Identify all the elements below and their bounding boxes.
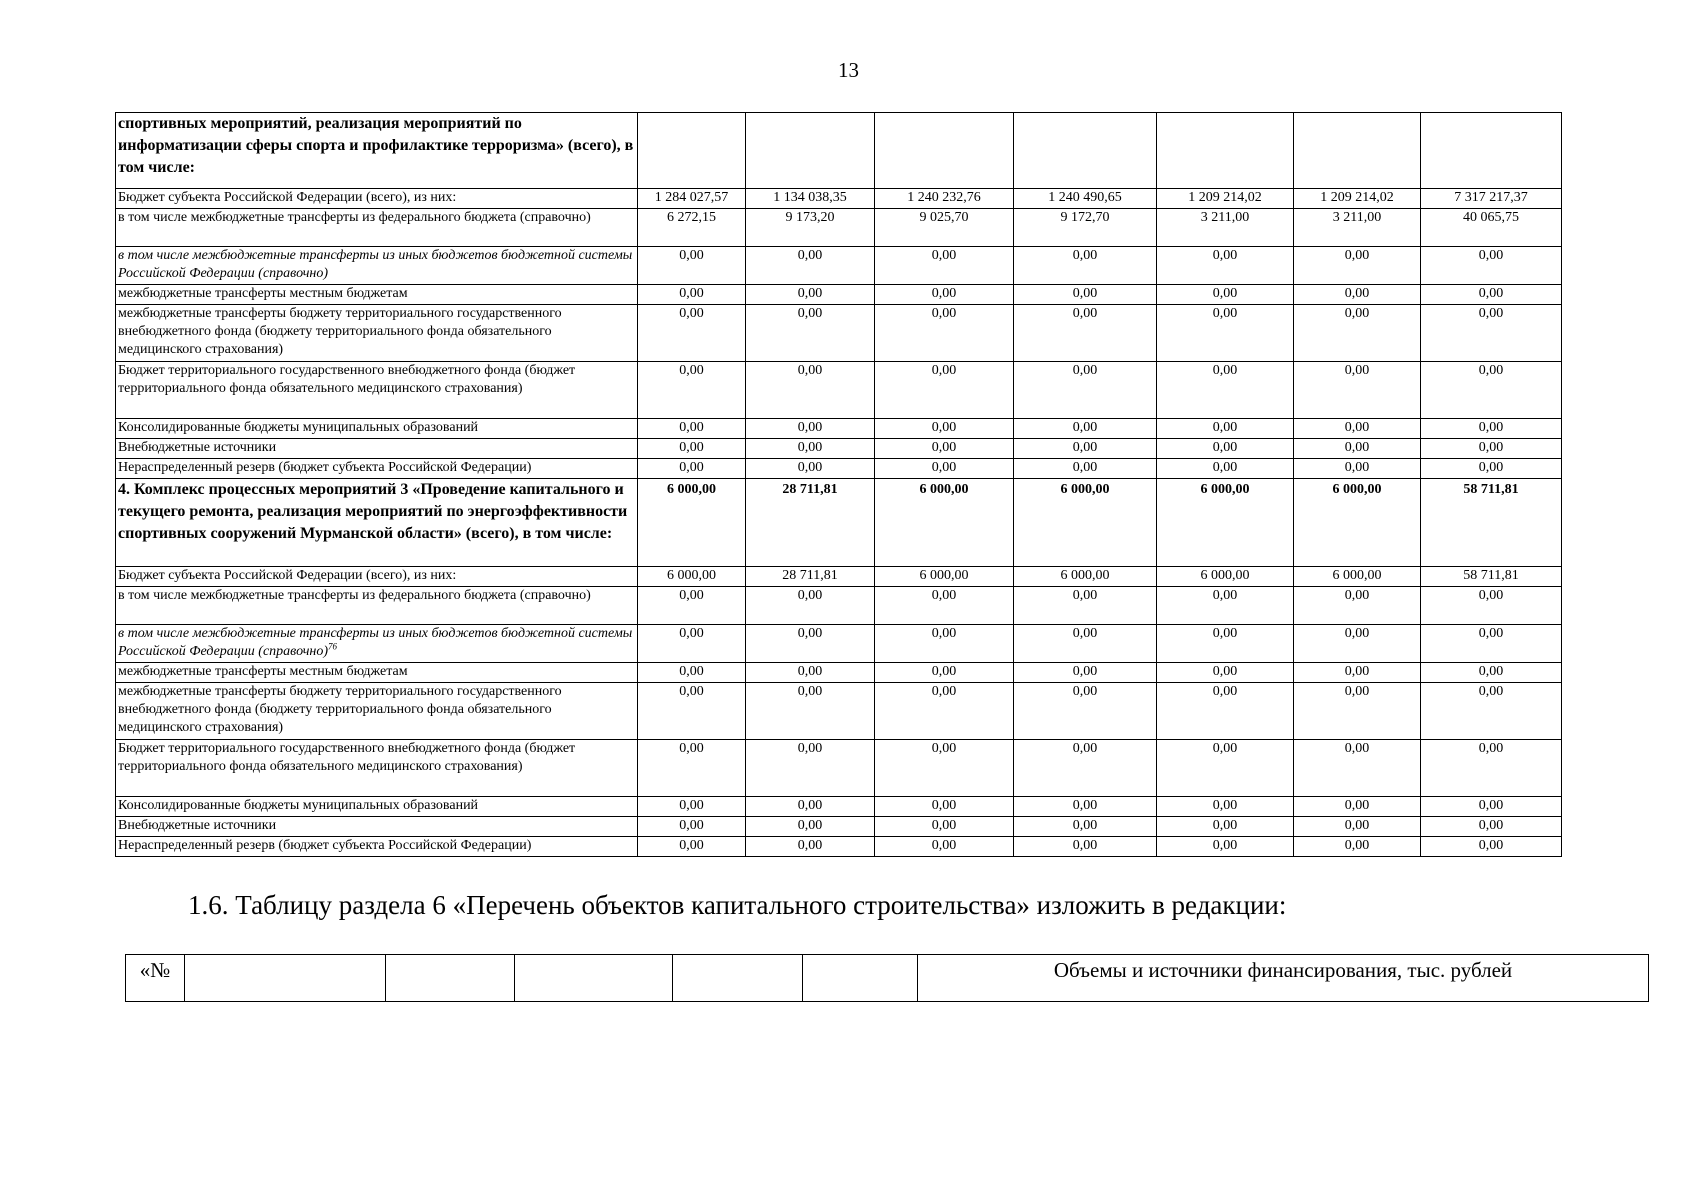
- table-row: [116, 419, 1562, 439]
- table-row: [116, 285, 1562, 305]
- value-cell: 0,00: [1294, 587, 1421, 625]
- value-cell: 0,00: [746, 362, 875, 419]
- table-row: [116, 740, 1562, 797]
- value-cell: 28 711,81: [746, 567, 875, 587]
- value-cell: 0,00: [1294, 797, 1421, 817]
- value-cell: 1 209 214,02: [1157, 189, 1294, 209]
- value-cell: 0,00: [1421, 305, 1562, 362]
- table-row: [116, 247, 1562, 285]
- value-cell: 0,00: [1421, 817, 1562, 837]
- value-cell: 0,00: [1014, 305, 1157, 362]
- value-cell: 0,00: [1014, 362, 1157, 419]
- value-cell: 7 317 217,37: [1421, 189, 1562, 209]
- value-cell: 0,00: [746, 439, 875, 459]
- value-cell: 0,00: [638, 459, 746, 479]
- row-label: Бюджет субъекта Российской Федерации (всего), из них:: [116, 189, 638, 209]
- row-label: Консолидированные бюджеты муниципальных образований: [116, 419, 638, 439]
- value-cell: 40 065,75: [1421, 209, 1562, 247]
- row-label: 4. Комплекс процессных мероприятий 3 «Проведение капитального и текущего ремонта, реализация мероприятий по энергоэффективности спортивных сооружений Мурманской области» (всего), в том числе:: [116, 479, 638, 567]
- row-label: Бюджет территориального государственного внебюджетного фонда (бюджет территориального фонда обязательного медицинского страхования): [116, 362, 638, 419]
- value-cell: 0,00: [1157, 797, 1294, 817]
- value-cell: [875, 113, 1014, 189]
- table-row: [116, 663, 1562, 683]
- value-cell: [1421, 113, 1562, 189]
- value-cell: 1 240 490,65: [1014, 189, 1157, 209]
- value-cell: [746, 113, 875, 189]
- value-cell: 0,00: [1294, 247, 1421, 285]
- value-cell: 0,00: [1157, 587, 1294, 625]
- value-cell: 0,00: [638, 362, 746, 419]
- value-cell: [1014, 113, 1157, 189]
- value-cell: 6 000,00: [875, 567, 1014, 587]
- value-cell: 0,00: [638, 740, 746, 797]
- value-cell: 0,00: [1014, 740, 1157, 797]
- value-cell: 0,00: [1294, 362, 1421, 419]
- value-cell: 0,00: [1014, 837, 1157, 857]
- financing-table: [115, 112, 1562, 857]
- value-cell: 9 172,70: [1014, 209, 1157, 247]
- value-cell: 9 173,20: [746, 209, 875, 247]
- value-cell: [1157, 113, 1294, 189]
- value-cell: 0,00: [1421, 587, 1562, 625]
- value-cell: 6 000,00: [1157, 567, 1294, 587]
- value-cell: 0,00: [1014, 587, 1157, 625]
- value-cell: 0,00: [638, 837, 746, 857]
- table-row: [116, 113, 1562, 189]
- value-cell: 6 000,00: [1157, 479, 1294, 567]
- value-cell: 1 209 214,02: [1294, 189, 1421, 209]
- capital-cell-financing: Объемы и источники финансирования, тыс. рублей: [918, 955, 1649, 1002]
- value-cell: 0,00: [875, 587, 1014, 625]
- row-label: Внебюджетные источники: [116, 817, 638, 837]
- value-cell: 0,00: [1014, 285, 1157, 305]
- value-cell: 0,00: [1421, 439, 1562, 459]
- value-cell: 0,00: [1421, 459, 1562, 479]
- value-cell: 0,00: [1157, 740, 1294, 797]
- value-cell: 0,00: [1157, 459, 1294, 479]
- value-cell: 0,00: [1014, 247, 1157, 285]
- value-cell: 58 711,81: [1421, 567, 1562, 587]
- value-cell: 0,00: [1014, 683, 1157, 740]
- row-label: Консолидированные бюджеты муниципальных образований: [116, 797, 638, 817]
- page-number: 13: [838, 58, 859, 82]
- row-label: межбюджетные трансферты местным бюджетам: [116, 285, 638, 305]
- value-cell: 6 000,00: [1014, 567, 1157, 587]
- value-cell: 0,00: [1421, 683, 1562, 740]
- value-cell: 0,00: [1421, 797, 1562, 817]
- row-label: межбюджетные трансферты местным бюджетам: [116, 663, 638, 683]
- value-cell: 0,00: [1157, 817, 1294, 837]
- value-cell: 0,00: [1294, 683, 1421, 740]
- value-cell: 0,00: [875, 362, 1014, 419]
- value-cell: 0,00: [638, 797, 746, 817]
- value-cell: 0,00: [638, 663, 746, 683]
- value-cell: 0,00: [1294, 459, 1421, 479]
- value-cell: [1294, 113, 1421, 189]
- row-label: в том числе межбюджетные трансферты из иных бюджетов бюджетной системы Российской Федерации (справочно): [116, 247, 638, 285]
- value-cell: 0,00: [638, 305, 746, 362]
- value-cell: 0,00: [875, 439, 1014, 459]
- value-cell: 3 211,00: [1157, 209, 1294, 247]
- value-cell: 9 025,70: [875, 209, 1014, 247]
- value-cell: 0,00: [875, 837, 1014, 857]
- value-cell: 0,00: [746, 663, 875, 683]
- value-cell: 0,00: [875, 817, 1014, 837]
- value-cell: 0,00: [746, 797, 875, 817]
- value-cell: 0,00: [1421, 285, 1562, 305]
- value-cell: 0,00: [1421, 362, 1562, 419]
- value-cell: 28 711,81: [746, 479, 875, 567]
- row-label: Нераспределенный резерв (бюджет субъекта Российской Федерации): [116, 459, 638, 479]
- value-cell: 0,00: [746, 837, 875, 857]
- section-paragraph: 1.6. Таблицу раздела 6 «Перечень объектов капитального строительства» изложить в редакции:: [188, 890, 1287, 920]
- capital-cell-2: [185, 955, 386, 1002]
- value-cell: 0,00: [746, 587, 875, 625]
- value-cell: 0,00: [1157, 625, 1294, 663]
- value-cell: 0,00: [1421, 740, 1562, 797]
- value-cell: 0,00: [1294, 419, 1421, 439]
- row-label: спортивных мероприятий, реализация мероприятий по информатизации сферы спорта и профилактике терроризма» (всего), в том числе:: [116, 113, 638, 189]
- value-cell: 0,00: [638, 625, 746, 663]
- value-cell: 0,00: [638, 817, 746, 837]
- value-cell: 0,00: [746, 305, 875, 362]
- value-cell: 6 000,00: [875, 479, 1014, 567]
- value-cell: 0,00: [1294, 305, 1421, 362]
- table-row: [116, 189, 1562, 209]
- value-cell: 0,00: [1014, 459, 1157, 479]
- value-cell: 0,00: [1421, 625, 1562, 663]
- table-row: [116, 587, 1562, 625]
- value-cell: 0,00: [875, 740, 1014, 797]
- table-row: [116, 837, 1562, 857]
- row-label: в том числе межбюджетные трансферты из федерального бюджета (справочно): [116, 209, 638, 247]
- value-cell: 0,00: [638, 247, 746, 285]
- table-row: [116, 625, 1562, 663]
- capital-cell-number: «№: [126, 955, 185, 1002]
- value-cell: 6 000,00: [1014, 479, 1157, 567]
- value-cell: 0,00: [875, 247, 1014, 285]
- value-cell: 6 272,15: [638, 209, 746, 247]
- value-cell: 0,00: [746, 683, 875, 740]
- value-cell: 0,00: [746, 419, 875, 439]
- capital-cell-6: [803, 955, 918, 1002]
- value-cell: 0,00: [1157, 663, 1294, 683]
- value-cell: 0,00: [1294, 837, 1421, 857]
- value-cell: 0,00: [1157, 247, 1294, 285]
- value-cell: 6 000,00: [1294, 479, 1421, 567]
- value-cell: 0,00: [875, 663, 1014, 683]
- value-cell: 0,00: [1294, 439, 1421, 459]
- value-cell: 0,00: [1014, 419, 1157, 439]
- value-cell: 0,00: [875, 285, 1014, 305]
- table-row: [116, 567, 1562, 587]
- value-cell: 0,00: [638, 285, 746, 305]
- capital-cell-3: [386, 955, 515, 1002]
- capital-table-header-row: [126, 955, 1649, 1002]
- value-cell: 0,00: [1421, 247, 1562, 285]
- capital-cell-5: [673, 955, 803, 1002]
- value-cell: 0,00: [1157, 439, 1294, 459]
- value-cell: 0,00: [746, 459, 875, 479]
- table-row: [116, 459, 1562, 479]
- value-cell: 0,00: [638, 439, 746, 459]
- value-cell: 6 000,00: [638, 567, 746, 587]
- value-cell: 0,00: [1157, 683, 1294, 740]
- value-cell: [638, 113, 746, 189]
- value-cell: 0,00: [1421, 663, 1562, 683]
- value-cell: 0,00: [746, 740, 875, 797]
- value-cell: 0,00: [1014, 817, 1157, 837]
- row-label: Внебюджетные источники: [116, 439, 638, 459]
- value-cell: 0,00: [1014, 625, 1157, 663]
- value-cell: 0,00: [1014, 663, 1157, 683]
- table-row: [116, 362, 1562, 419]
- value-cell: 0,00: [1014, 797, 1157, 817]
- row-label: в том числе межбюджетные трансферты из иных бюджетов бюджетной системы Российской Федерации (справочно)$^{76}$: [116, 625, 638, 663]
- value-cell: 1 240 232,76: [875, 189, 1014, 209]
- value-cell: 0,00: [1157, 837, 1294, 857]
- value-cell: 0,00: [1294, 817, 1421, 837]
- row-label: Бюджет территориального государственного внебюджетного фонда (бюджет территориального фонда обязательного медицинского страхования): [116, 740, 638, 797]
- value-cell: 6 000,00: [638, 479, 746, 567]
- value-cell: 3 211,00: [1294, 209, 1421, 247]
- value-cell: 0,00: [1157, 419, 1294, 439]
- value-cell: 0,00: [1294, 663, 1421, 683]
- value-cell: 0,00: [1294, 625, 1421, 663]
- value-cell: 0,00: [1157, 362, 1294, 419]
- value-cell: 0,00: [875, 305, 1014, 362]
- value-cell: 0,00: [638, 419, 746, 439]
- value-cell: 0,00: [746, 285, 875, 305]
- row-label: Бюджет субъекта Российской Федерации (всего), из них:: [116, 567, 638, 587]
- row-label: межбюджетные трансферты бюджету территориального государственного внебюджетного фонда (бюджету территориального фонда обязательного медицинского страхования): [116, 305, 638, 362]
- value-cell: 1 134 038,35: [746, 189, 875, 209]
- value-cell: 0,00: [1157, 285, 1294, 305]
- value-cell: 0,00: [746, 247, 875, 285]
- row-label: Нераспределенный резерв (бюджет субъекта Российской Федерации): [116, 837, 638, 857]
- value-cell: 0,00: [746, 817, 875, 837]
- row-label: межбюджетные трансферты бюджету территориального государственного внебюджетного фонда (бюджету территориального фонда обязательного медицинского страхования): [116, 683, 638, 740]
- value-cell: 0,00: [638, 587, 746, 625]
- value-cell: 58 711,81: [1421, 479, 1562, 567]
- value-cell: 0,00: [746, 625, 875, 663]
- value-cell: 0,00: [1014, 439, 1157, 459]
- value-cell: 0,00: [1421, 837, 1562, 857]
- capital-construction-table: [125, 954, 1649, 1002]
- value-cell: 0,00: [1421, 419, 1562, 439]
- value-cell: 0,00: [1294, 285, 1421, 305]
- table-row: [116, 209, 1562, 247]
- table-row: [116, 797, 1562, 817]
- row-label: в том числе межбюджетные трансферты из федерального бюджета (справочно): [116, 587, 638, 625]
- value-cell: 0,00: [875, 419, 1014, 439]
- value-cell: 1 284 027,57: [638, 189, 746, 209]
- table-row: [116, 683, 1562, 740]
- value-cell: 0,00: [638, 683, 746, 740]
- table-row: [116, 305, 1562, 362]
- value-cell: 0,00: [875, 459, 1014, 479]
- table-row: [116, 479, 1562, 567]
- value-cell: 0,00: [1157, 305, 1294, 362]
- value-cell: 6 000,00: [1294, 567, 1421, 587]
- value-cell: 0,00: [875, 683, 1014, 740]
- value-cell: 0,00: [1294, 740, 1421, 797]
- table-row: [116, 439, 1562, 459]
- capital-cell-4: [515, 955, 673, 1002]
- value-cell: 0,00: [875, 797, 1014, 817]
- value-cell: 0,00: [875, 625, 1014, 663]
- footnote-marker: 76: [328, 641, 337, 652]
- table-row: [116, 817, 1562, 837]
